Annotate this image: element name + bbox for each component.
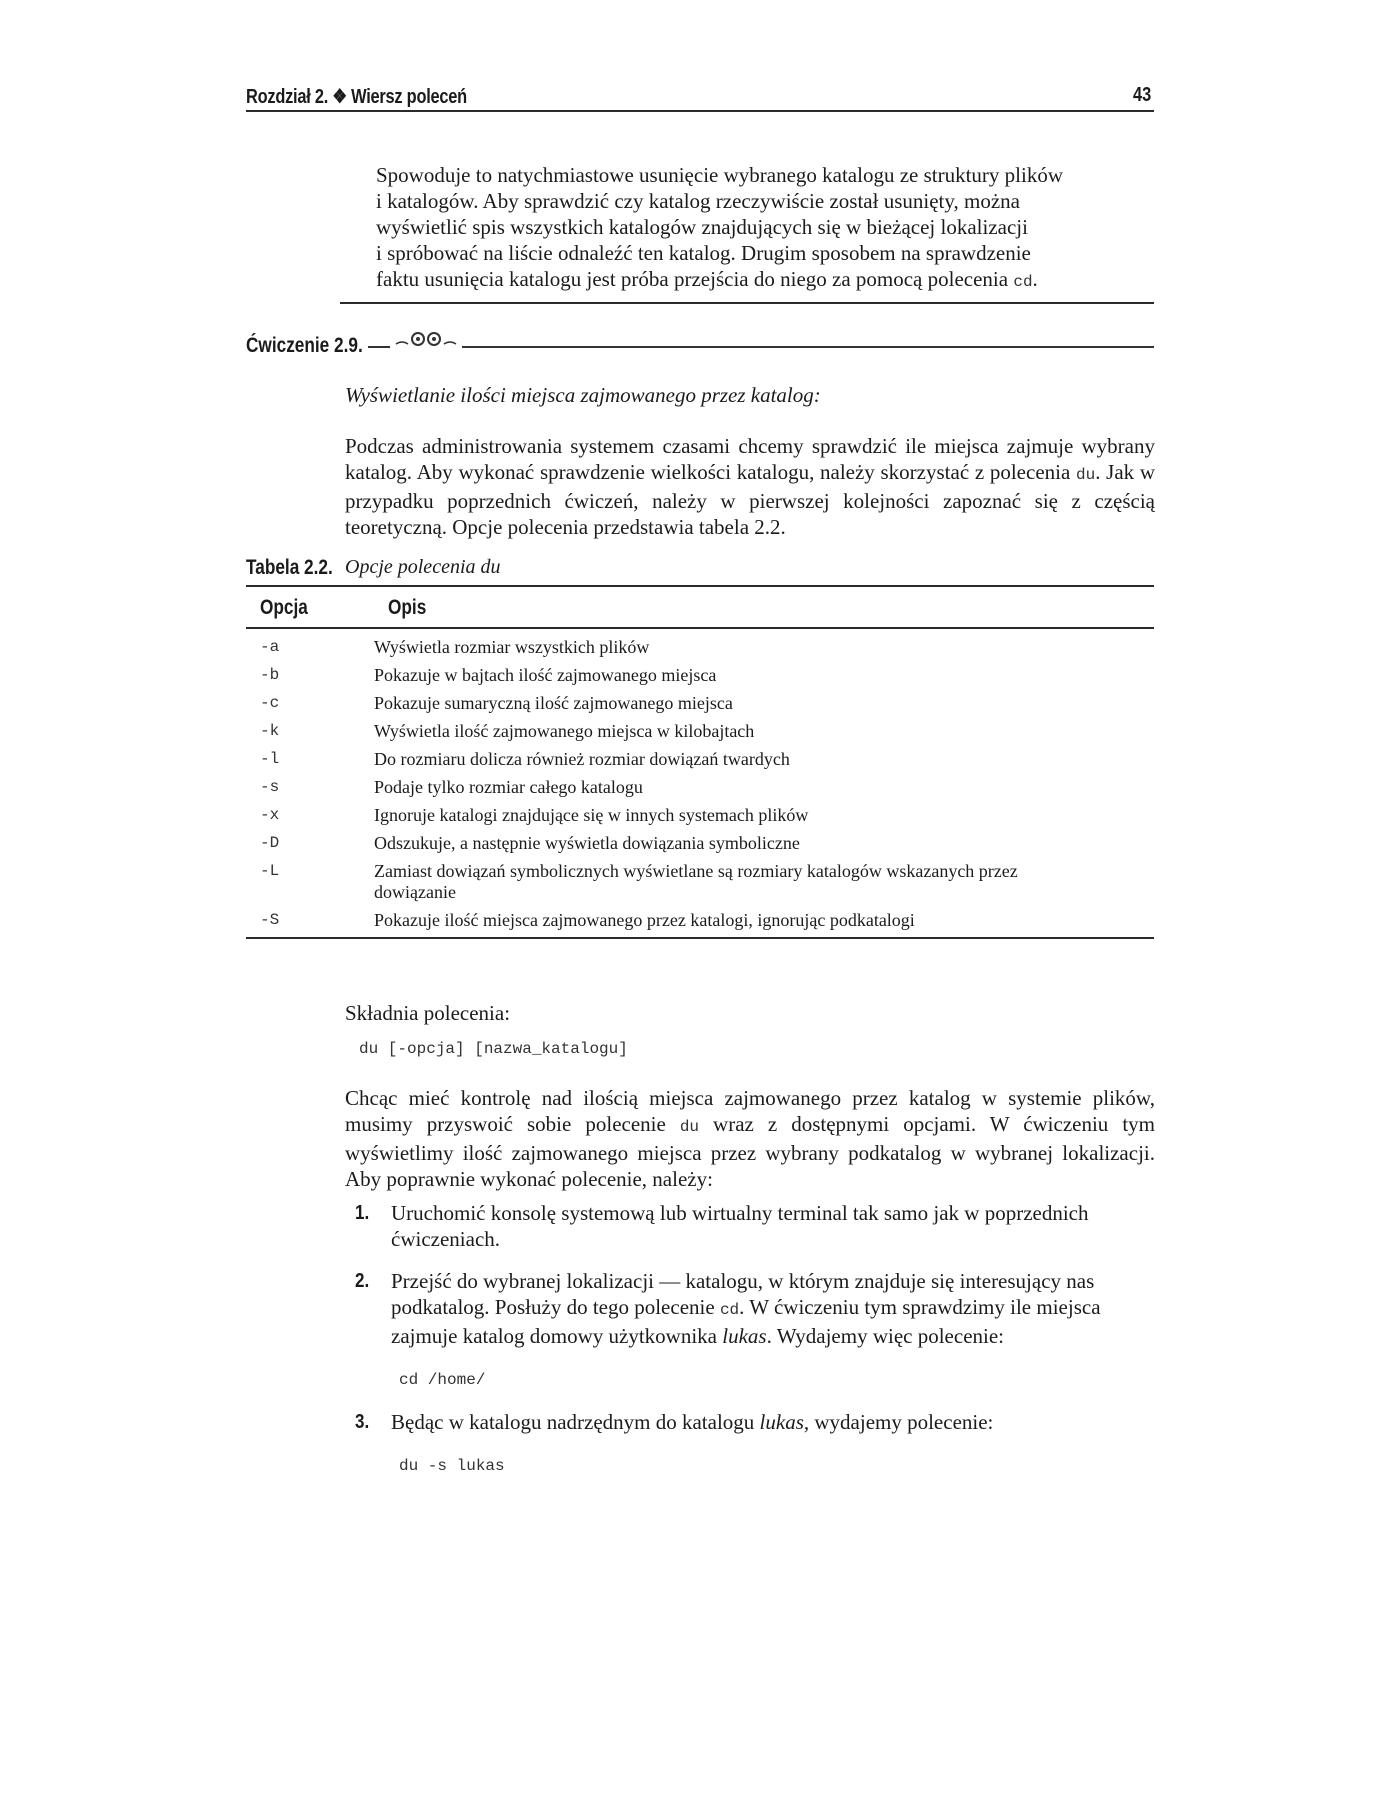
steps-list bbox=[355, 1200, 1155, 1479]
exercise-subtitle: Wyświetlanie ilości miejsca zajmowanego przez katalog: bbox=[345, 383, 821, 407]
description-cell bbox=[374, 662, 1154, 690]
section-rule bbox=[340, 302, 1154, 304]
step-text: Uruchomić konsolę systemową lub wirtualny terminal tak samo jak w poprzednich ćwiczeniach. bbox=[391, 1201, 1089, 1251]
control-text: Chcąc mieć kontrolę nad ilością miejsca zajmowanego przez katalog w systemie plików, musimy przyswoić sobie polecenie bbox=[345, 1086, 1155, 1136]
description-cell bbox=[374, 690, 1154, 718]
table-row bbox=[246, 774, 1154, 802]
username-italic: lukas bbox=[722, 1324, 767, 1348]
table-row bbox=[246, 830, 1154, 858]
intro-line: i katalogów. Aby sprawdzić czy katalog rzeczywiście został usunięty, można bbox=[376, 189, 1020, 213]
description-cell bbox=[374, 628, 1154, 662]
exercise-text: Podczas administrowania systemem czasami chcemy sprawdzić ile miejsca zajmuje wybrany katalog. Aby wykonać sprawdzenie wielkości katalogu, należy skorzystać z polecenia bbox=[345, 434, 1155, 484]
ornament-icon bbox=[394, 330, 466, 355]
description-cell bbox=[374, 858, 1154, 907]
step-item bbox=[355, 1409, 1155, 1479]
step-text bbox=[385, 1268, 1155, 1393]
option-cell: -s bbox=[260, 778, 280, 796]
description-cell bbox=[374, 830, 1154, 858]
page-number: 43 bbox=[1133, 84, 1152, 106]
option-cell: -S bbox=[246, 907, 374, 938]
inline-code-du: du bbox=[679, 1118, 700, 1136]
syntax-code: du [-opcja] [nazwa_katalogu] bbox=[359, 1040, 628, 1058]
intro-paragraph bbox=[376, 162, 1136, 295]
option-cell: -x bbox=[260, 806, 280, 824]
intro-end: . bbox=[1032, 267, 1038, 291]
description-cell bbox=[374, 718, 1154, 746]
step-item bbox=[355, 1200, 1155, 1252]
inline-code-cd: cd bbox=[719, 1301, 740, 1319]
description-text: Pokazuje sumaryczną ilość zajmowanego miejsca bbox=[374, 693, 733, 713]
inline-code-du: du bbox=[1076, 466, 1096, 484]
description-text: Zamiast dowiązań symbolicznych wyświetlane są rozmiary katalogów wskazanych przez dowiązanie bbox=[374, 861, 1018, 902]
option-cell: -a bbox=[260, 638, 280, 656]
exercise-rule-left bbox=[368, 346, 390, 348]
exercise-paragraph bbox=[345, 433, 1155, 540]
syntax-label: Składnia polecenia: bbox=[345, 1001, 511, 1025]
option-cell: -L bbox=[260, 862, 280, 880]
step-text-part: . W ćwiczeniu tym sprawdzimy ile miejsca zajmuje katalog domowy użytkownika bbox=[391, 1295, 1101, 1348]
option-cell: -b bbox=[260, 666, 280, 684]
option-cell: -l bbox=[260, 750, 280, 768]
exercise-rule bbox=[462, 346, 1154, 348]
exercise-text: . Jak w przypadku poprzednich ćwiczeń, należy w pierwszej kolejności zapoznać się z częścią teoretyczną. Opcje polecenia przedstawia tabela 2.2. bbox=[345, 460, 1155, 539]
description-cell bbox=[374, 774, 1154, 802]
column-header-description-label: Opis bbox=[388, 595, 427, 619]
table-row bbox=[246, 802, 1154, 830]
header-rule bbox=[246, 110, 1154, 112]
control-paragraph bbox=[345, 1085, 1155, 1192]
step-text-part: Będąc w katalogu nadrzędnym do katalogu bbox=[391, 1410, 760, 1434]
intro-line-text: faktu usunięcia katalogu jest próba przejścia do niego za pomocą polecenia bbox=[376, 267, 1014, 291]
step-text-part: . Wydajemy więc polecenie: bbox=[766, 1324, 1005, 1348]
description-cell bbox=[374, 802, 1154, 830]
table-caption-text: Opcje polecenia du bbox=[345, 556, 501, 578]
step-text-part: Przejść do wybranej lokalizacji — katalogu, w którym znajduje się interesujący nas podkatalog. Posłuży do tego polecenie bbox=[391, 1269, 1095, 1319]
description-cell bbox=[374, 907, 1154, 938]
intro-line bbox=[376, 266, 1136, 295]
step-number: 1. bbox=[355, 1202, 370, 1224]
exercise-title: Ćwiczenie 2.9. bbox=[246, 334, 363, 357]
table-row bbox=[246, 718, 1154, 746]
inline-code-cd: cd bbox=[1013, 273, 1033, 291]
description-text: Pokazuje w bajtach ilość zajmowanego miejsca bbox=[374, 665, 717, 685]
command-code: cd /home/ bbox=[399, 1371, 486, 1389]
description-text: Wyświetla rozmiar wszystkich plików bbox=[374, 637, 650, 657]
step-text-part: , wydajemy polecenie: bbox=[803, 1410, 994, 1434]
command-code: du -s lukas bbox=[399, 1457, 505, 1475]
running-head: Rozdział 2. ❖ Wiersz poleceń bbox=[246, 86, 467, 108]
table-row bbox=[246, 907, 1154, 938]
steps-list-container bbox=[355, 1200, 1155, 1495]
table-row bbox=[246, 690, 1154, 718]
description-text: Pokazuje ilość miejsca zajmowanego przez katalogi, ignorując podkatalogi bbox=[374, 910, 915, 930]
table-row bbox=[246, 858, 1154, 907]
options-table bbox=[246, 585, 1154, 939]
table-caption-label: Tabela 2.2. bbox=[246, 556, 333, 579]
description-text: Podaje tylko rozmiar całego katalogu bbox=[374, 777, 643, 797]
table-row bbox=[246, 628, 1154, 662]
table-header-row bbox=[246, 586, 1154, 628]
description-text: Wyświetla ilość zajmowanego miejsca w kilobajtach bbox=[374, 721, 755, 741]
description-text: Ignoruje katalogi znajdujące się w innych systemach plików bbox=[374, 805, 809, 825]
description-text: Odszukuje, a następnie wyświetla dowiązania symboliczne bbox=[374, 833, 800, 853]
step-item bbox=[355, 1268, 1155, 1393]
option-cell: -c bbox=[260, 694, 280, 712]
step-text bbox=[385, 1409, 1155, 1479]
intro-line: Spowoduje to natychmiastowe usunięcie wybranego katalogu ze struktury plików bbox=[376, 163, 1064, 187]
description-text: Do rozmiaru dolicza również rozmiar dowiązań twardych bbox=[374, 749, 790, 769]
table-row bbox=[246, 662, 1154, 690]
control-text: wraz z dostępnymi opcjami. W ćwiczeniu tym wyświetlimy ilość zajmowanego miejsca przez wybrany podkatalog w wybranej lokalizacji. Aby poprawnie wykonać polecenie, należy: bbox=[345, 1112, 1155, 1191]
table-row bbox=[246, 746, 1154, 774]
column-header-description bbox=[374, 586, 1154, 628]
column-header-option bbox=[246, 586, 374, 628]
step-number: 2. bbox=[355, 1270, 370, 1292]
step-number: 3. bbox=[355, 1411, 370, 1433]
username-italic: lukas bbox=[759, 1410, 804, 1434]
intro-line: wyświetlić spis wszystkich katalogów znajdujących się w bieżącej lokalizacji bbox=[376, 215, 1028, 239]
intro-line: i spróbować na liście odnaleźć ten katalog. Drugim sposobem na sprawdzenie bbox=[376, 241, 1031, 265]
column-header-option-label: Opcja bbox=[260, 595, 308, 619]
description-cell bbox=[374, 746, 1154, 774]
option-cell: -D bbox=[260, 834, 280, 852]
option-cell: -k bbox=[260, 722, 280, 740]
